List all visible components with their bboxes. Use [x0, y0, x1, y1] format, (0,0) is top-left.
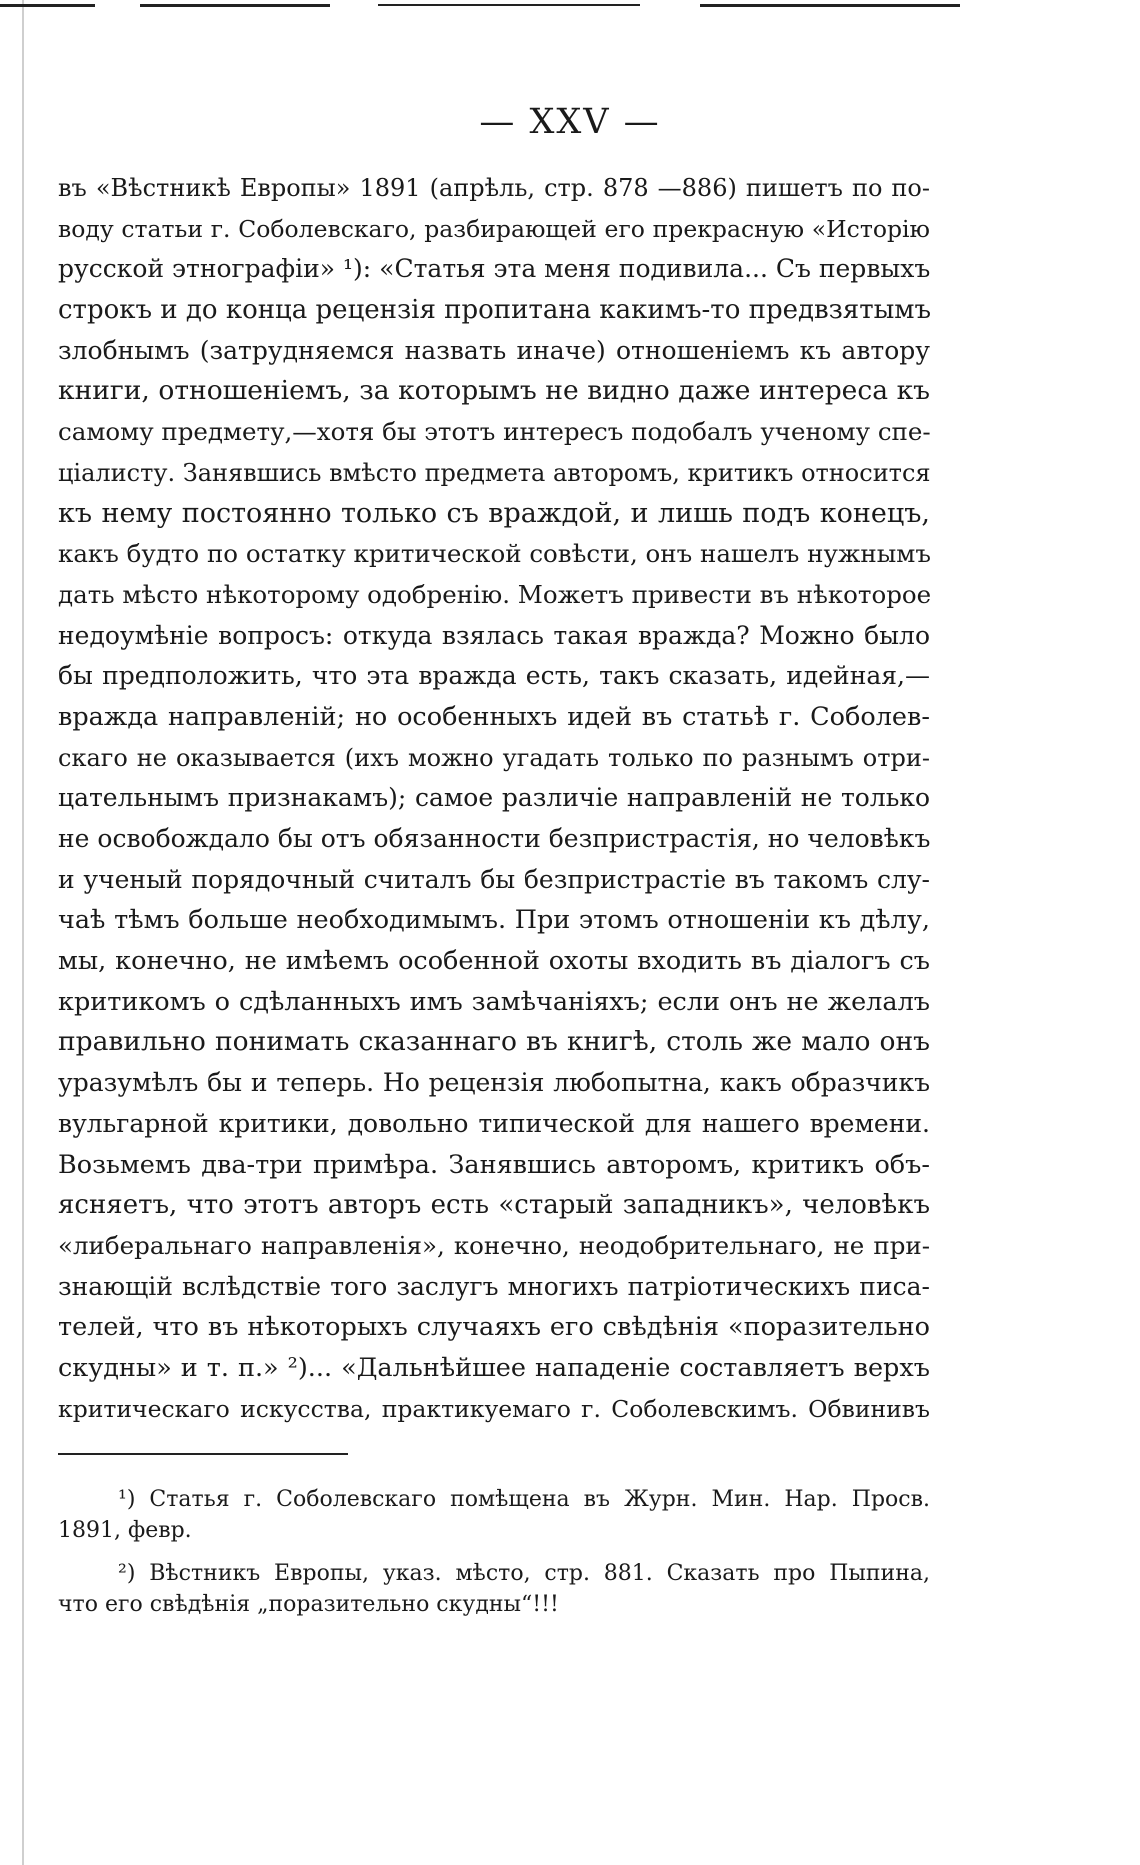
text-line: скаго не оказывается (ихъ можно угадать только по разнымъ отри- [58, 743, 930, 772]
text-line: правильно понимать сказаннаго въ книгѣ, столь же мало онъ [58, 1026, 930, 1058]
text-line: дать мѣсто нѣкоторому одобренію. Можетъ привести въ нѣкоторое [58, 579, 932, 609]
body-text [58, 168, 930, 1429]
text-line: и ученый порядочный считалъ бы безпристрастіе въ такомъ слу- [58, 864, 930, 894]
text-line: воду статьи г. Соболевскаго, разбирающей его прекрасную «Исторію [58, 214, 930, 243]
text-line: бы предположить, что эта вражда есть, такъ сказать, идейная,— [58, 661, 930, 691]
text-line: «либеральнаго направленія», конечно, неодобрительнаго, не при- [58, 1230, 930, 1260]
text-line: скудны» и т. п.» ²)... «Дальнѣйшее нападеніе составляетъ верхъ [58, 1352, 930, 1383]
text-line: недоумѣніе вопросъ: откуда взялась такая вражда? Можно было [58, 620, 930, 650]
text-line: уразумѣлъ бы и теперь. Но рецензія любопытна, какъ образчикъ [58, 1068, 930, 1098]
footnotes [58, 1484, 930, 1620]
top-rule [140, 4, 330, 7]
text-line: злобнымъ (затрудняемся назвать иначе) отношеніемъ къ автору [58, 335, 930, 365]
footnote-1-line-2: 1891, февр. [58, 1518, 192, 1543]
text-line: Возьмемъ два-три примѣра. Занявшись авторомъ, критикъ объ- [58, 1149, 930, 1180]
top-rule [0, 4, 95, 7]
text-line: ясняетъ, что этотъ авторъ есть «старый западникъ», человѣкъ [58, 1190, 930, 1221]
footnote-2-line-1: ²) Вѣстникъ Европы, указ. мѣсто, стр. 881. Сказать про Пыпина, [118, 1561, 930, 1586]
text-line: въ «Вѣстникѣ Европы» 1891 (апрѣль, стр. 878 —886) пишетъ по по- [58, 174, 930, 202]
footnote-1-line-1: ¹) Статья г. Соболевскаго помѣщена въ Журн. Мин. Нар. Просв. [118, 1487, 930, 1512]
text-line: критическаго искусства, практикуемаго г. Соболевскимъ. Обвинивъ [58, 1394, 930, 1423]
scan-edge [22, 0, 24, 1865]
text-line: самому предмету,—хотя бы этотъ интересъ подобалъ ученому спе- [58, 417, 931, 447]
text-line: русской этнографіи» ¹): «Статья эта меня подивила... Съ первыхъ [58, 254, 931, 284]
text-line: не освобождало бы отъ обязанности безпристрастія, но человѣкъ [58, 824, 931, 853]
text-line: ціалисту. Занявшись вмѣсто предмета авторомъ, критикъ относится [58, 458, 931, 487]
text-line: критикомъ о сдѣланныхъ имъ замѣчаніяхъ; если онъ не желалъ [58, 986, 930, 1017]
page-number: — XXV — [479, 102, 661, 142]
text-line: какъ будто по остатку критической совѣсти, онъ нашелъ нужнымъ [58, 539, 931, 569]
text-line: книги, отношеніемъ, за которымъ не видно даже интереса къ [58, 375, 930, 407]
top-rule [378, 4, 640, 6]
text-line: вульгарной критики, довольно типической для нашего времени. [58, 1108, 930, 1138]
text-line: мы, конечно, не имѣемъ особенной охоты входить въ діалогъ съ [58, 946, 930, 977]
text-line: цательнымъ признакамъ); самое различіе направленій не только [58, 783, 930, 813]
footnote-2-line-2: что его свѣдѣнія „поразительно скудны“!!! [58, 1592, 559, 1617]
text-line: знающій вслѣдствіе того заслугъ многихъ патріотическихъ писа- [58, 1271, 930, 1301]
text-line: къ нему постоянно только съ враждой, и лишь подъ конецъ, [58, 497, 930, 529]
top-rule [700, 4, 960, 7]
text-line: вражда направленій; но особенныхъ идей въ статьѣ г. Соболев- [58, 701, 930, 732]
footnote-divider [58, 1453, 348, 1455]
text-line: чаѣ тѣмъ больше необходимымъ. При этомъ отношеніи къ дѣлу, [58, 905, 930, 936]
text-line: телей, что въ нѣкоторыхъ случаяхъ его свѣдѣнія «поразительно [58, 1312, 930, 1343]
text-line: строкъ и до конца рецензія пропитана какимъ-то предвзятымъ [58, 295, 932, 326]
